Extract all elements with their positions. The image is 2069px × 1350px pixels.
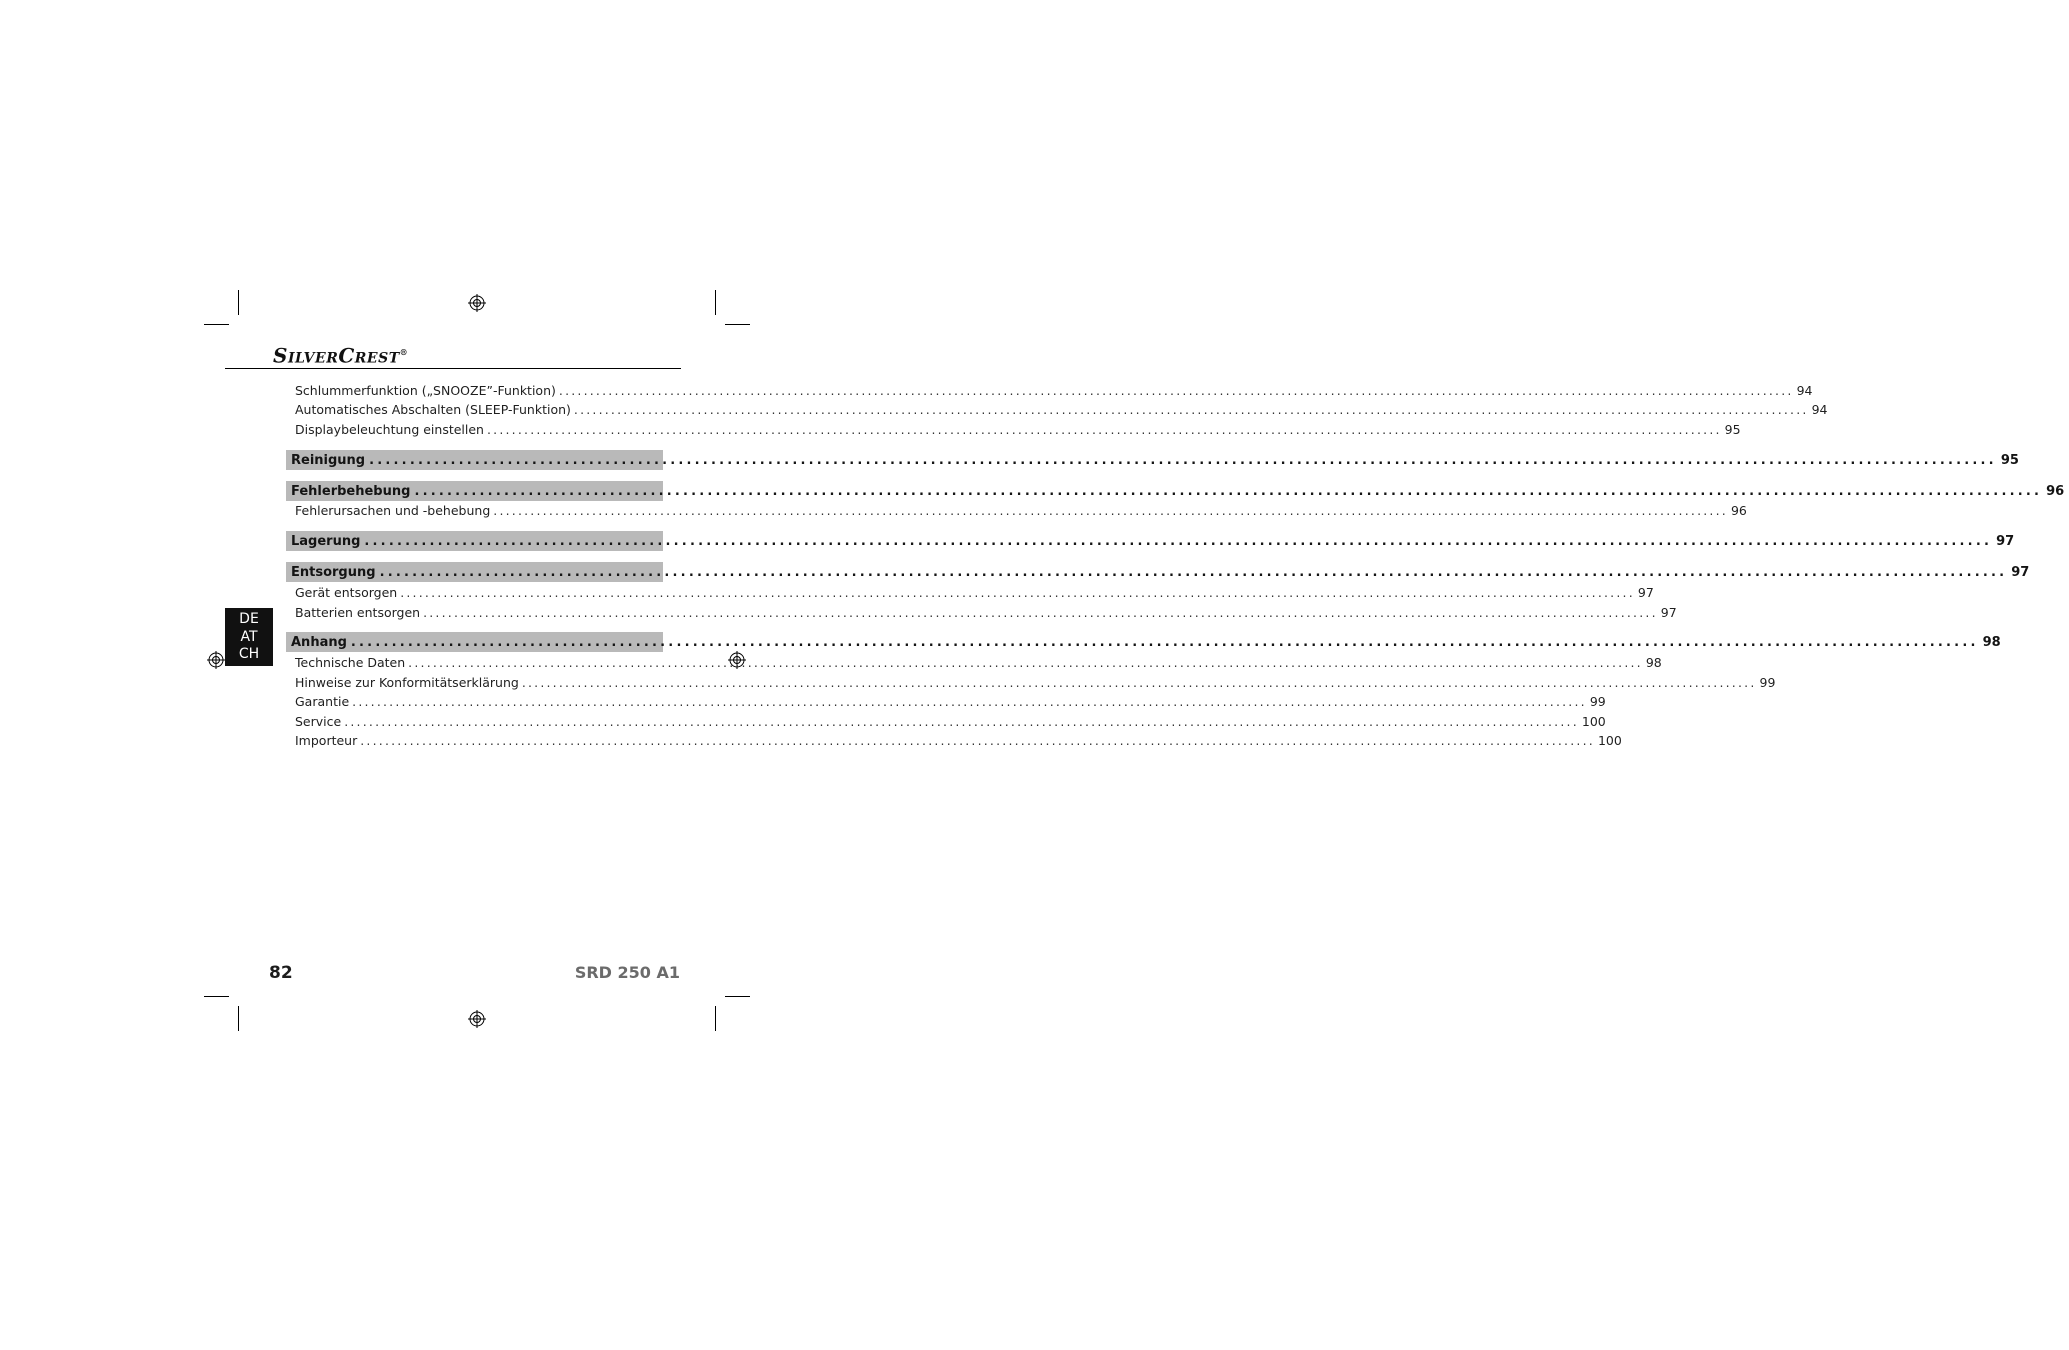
- language-tab: [225, 608, 273, 666]
- crop-mark-bottom-right-vertical: [715, 1006, 716, 1031]
- toc-entry-label: Fehlerbehebung: [291, 483, 411, 499]
- toc-entry-page: 96: [1730, 503, 1747, 518]
- toc-entry-page: 98: [1982, 634, 2001, 650]
- toc-entry-page: 96: [2046, 483, 2065, 499]
- toc-entry-label: Gerät entsorgen: [295, 585, 398, 600]
- toc-entry-label: Technische Daten: [295, 655, 406, 670]
- toc-entry-page: 100: [1597, 733, 1622, 748]
- toc-entry-label: Displaybeleuchtung einstellen: [295, 422, 484, 437]
- model-number: SRD 250 A1: [574, 963, 680, 982]
- toc-section-row: [286, 531, 2015, 551]
- toc-entry-label: Importeur: [295, 733, 358, 748]
- toc-entry-label: Anhang: [291, 634, 347, 650]
- toc-item-row: [295, 420, 1741, 440]
- toc-dot-leader: ........................................................................................................................................................................................................: [379, 564, 2008, 580]
- toc-entry-page: 99: [1589, 694, 1606, 709]
- toc-dot-leader: ........................................................................................................................................................................................................: [369, 452, 1997, 468]
- toc-item-row: [295, 501, 1747, 521]
- toc-dot-leader: ........................................................................................................................................................................................................: [414, 483, 2043, 499]
- toc-entry-label: Schlummerfunktion („SNOOZE”-Funktion): [295, 383, 556, 398]
- toc-entry-page: 99: [1759, 675, 1776, 690]
- toc-section-row: [286, 481, 2065, 501]
- header-rule: [225, 368, 681, 369]
- toc-dot-leader: ........................................................................................................................................................................................................: [350, 634, 1979, 650]
- crop-mark-bottom-left-vertical: [238, 1006, 239, 1031]
- toc-entry-page: 100: [1581, 714, 1606, 729]
- toc-entry-label: Lagerung: [291, 533, 361, 549]
- toc-item-row: [295, 603, 1677, 623]
- language-at: AT: [240, 628, 258, 645]
- toc-item-row: [295, 653, 1662, 673]
- registration-mark-bottom-icon: [468, 1010, 486, 1028]
- toc-section-row: [286, 632, 2001, 652]
- toc-dot-leader: ........................................................................................................................................................................................................: [493, 503, 1728, 518]
- toc-entry-page: 97: [1996, 533, 2015, 549]
- toc-entry-page: 94: [1811, 402, 1828, 417]
- toc-item-row: [295, 731, 1622, 751]
- toc-dot-leader: ........................................................................................................................................................................................................: [408, 655, 1643, 670]
- page-number: 82: [269, 963, 293, 983]
- toc-dot-leader: ........................................................................................................................................................................................................: [486, 422, 1722, 437]
- toc-entry-label: Reinigung: [291, 452, 366, 468]
- language-de: DE: [239, 611, 259, 627]
- crop-mark-bottom-left-horizontal: [204, 996, 229, 997]
- toc-entry-label: Fehlerursachen und -behebung: [295, 503, 491, 518]
- toc-dot-leader: ........................................................................................................................................................................................................: [558, 383, 1794, 398]
- crop-mark-top-left-horizontal: [204, 324, 229, 325]
- toc-entry-label: Batterien entsorgen: [295, 605, 421, 620]
- toc-item-row: [295, 692, 1606, 712]
- language-ch: CH: [238, 646, 260, 662]
- toc-entry-page: 97: [1637, 585, 1654, 600]
- toc-dot-leader: ........................................................................................................................................................................................................: [400, 585, 1635, 600]
- toc-entry-label: Automatisches Abschalten (SLEEP-Funktion): [295, 402, 571, 417]
- toc-item-row: [295, 583, 1654, 603]
- toc-entry-label: Service: [295, 714, 342, 729]
- toc-dot-leader: ........................................................................................................................................................................................................: [344, 714, 1579, 729]
- toc-item-row: [295, 400, 1828, 420]
- toc-dot-leader: ........................................................................................................................................................................................................: [360, 733, 1595, 748]
- toc-item-row: [295, 381, 1813, 401]
- toc-dot-leader: ........................................................................................................................................................................................................: [423, 605, 1658, 620]
- toc-entry-page: 97: [2011, 564, 2030, 580]
- toc-item-row: [295, 673, 1776, 693]
- crop-mark-top-right-vertical: [715, 290, 716, 315]
- toc-item-row: [295, 712, 1606, 732]
- toc-entry-page: 98: [1645, 655, 1662, 670]
- toc-dot-leader: ........................................................................................................................................................................................................: [573, 402, 1809, 417]
- toc-section-row: [286, 450, 2019, 470]
- crop-mark-top-right-horizontal: [725, 324, 750, 325]
- toc-dot-leader: ........................................................................................................................................................................................................: [364, 533, 1993, 549]
- toc-entry-label: Garantie: [295, 694, 350, 709]
- toc-entry-page: 97: [1660, 605, 1677, 620]
- registration-mark-top-icon: [468, 294, 486, 312]
- registration-mark-left-icon: [207, 651, 225, 669]
- brand-logo: SILVERCREST®: [273, 343, 409, 368]
- crop-mark-bottom-right-horizontal: [725, 996, 750, 997]
- toc-dot-leader: ........................................................................................................................................................................................................: [352, 694, 1587, 709]
- toc-entry-page: 95: [1724, 422, 1741, 437]
- crop-mark-top-left-vertical: [238, 290, 239, 315]
- toc-entry-page: 94: [1796, 383, 1813, 398]
- toc-entry-label: Entsorgung: [291, 564, 376, 580]
- toc-dot-leader: ........................................................................................................................................................................................................: [521, 675, 1757, 690]
- toc-entry-page: 95: [2000, 452, 2019, 468]
- toc-entry-label: Hinweise zur Konformitätserklärung: [295, 675, 519, 690]
- toc-section-row: [286, 562, 2030, 582]
